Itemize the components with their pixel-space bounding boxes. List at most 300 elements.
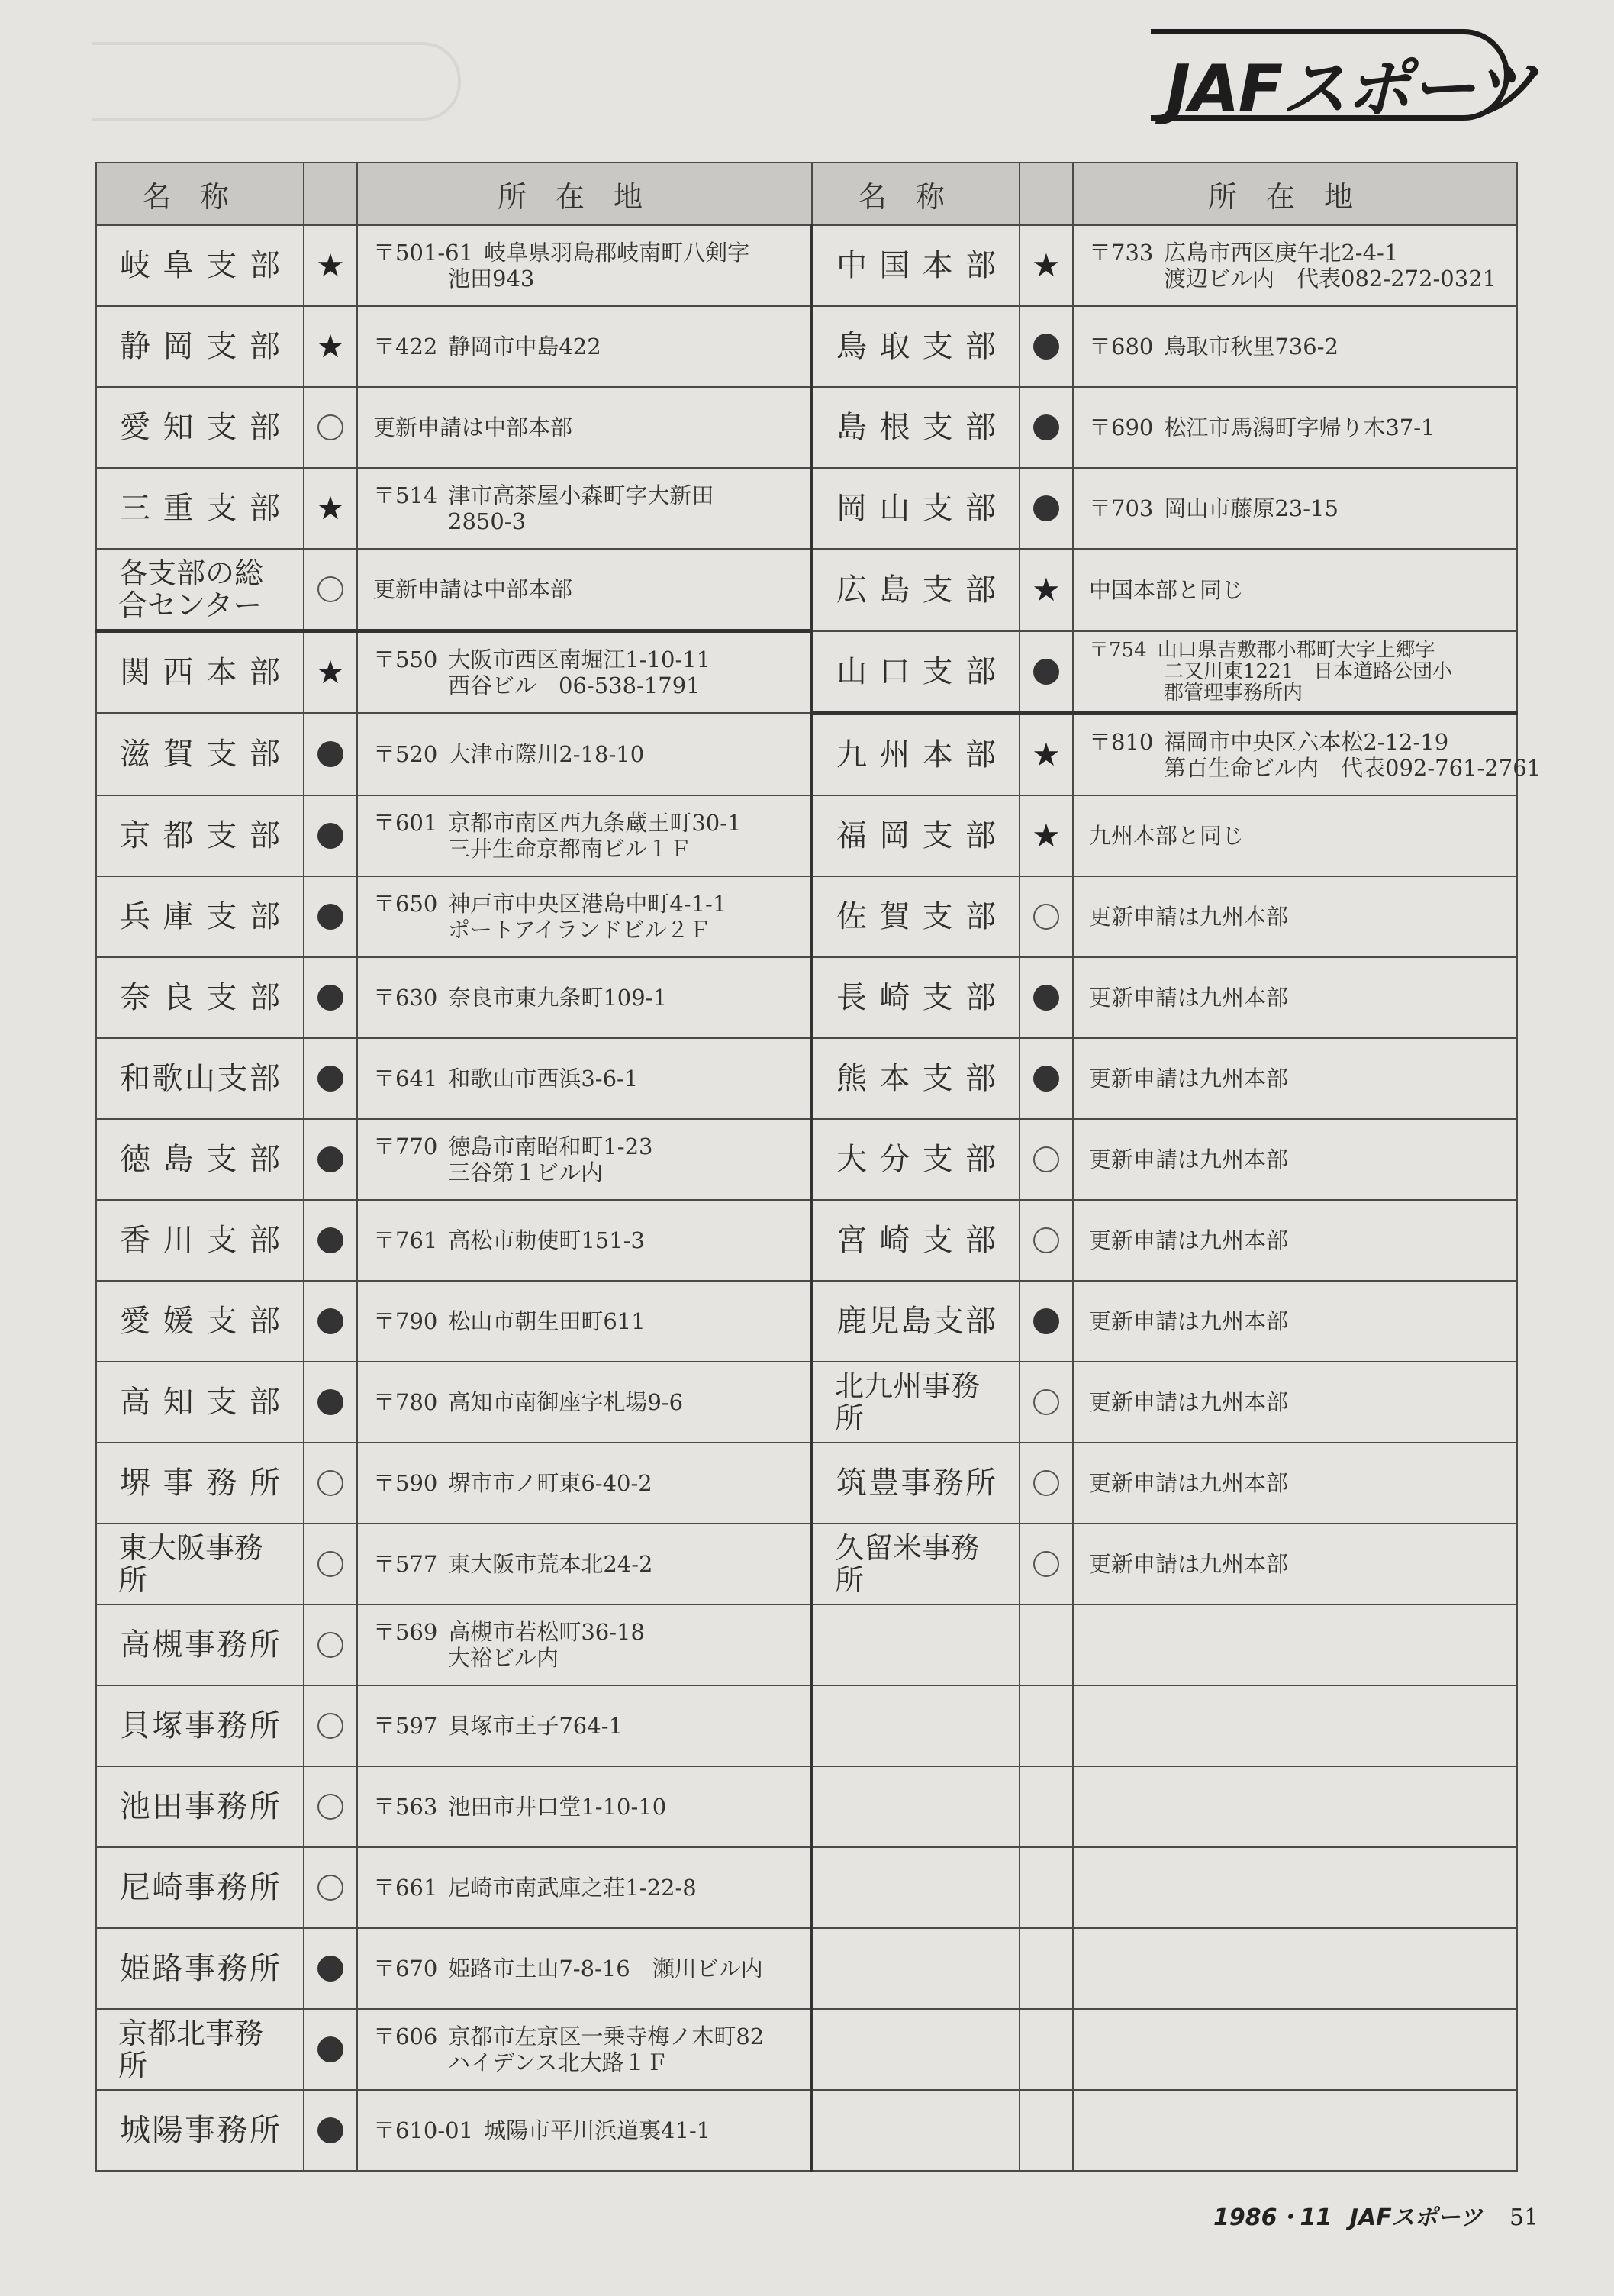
status-mark-cell (304, 876, 357, 957)
status-mark-cell (304, 1038, 357, 1119)
filled-circle-icon (317, 2117, 343, 2143)
address-line-2: 西谷ビル 06-538-1791 (448, 672, 701, 698)
address-line-1: 姫路市土山7-8-16 瀬川ビル内 (448, 1955, 763, 1982)
office-address (1073, 795, 1517, 876)
office-address (1073, 225, 1517, 306)
office-address (1073, 1362, 1517, 1443)
office-address (357, 1928, 812, 2009)
header-name-left: 名称 (96, 163, 304, 225)
filled-circle-icon (1033, 334, 1059, 360)
star-icon: ★ (1032, 570, 1061, 608)
office-address (1073, 1443, 1517, 1524)
office-name: 九州本部 (812, 713, 1020, 795)
empty-cell (1073, 1604, 1517, 1685)
office-name: 奈良支部 (96, 957, 304, 1038)
office-name: 滋賀支部 (96, 713, 304, 795)
open-circle-icon (1033, 1551, 1059, 1577)
address-line-1: 更新申請は中部本部 (373, 576, 573, 602)
office-address (1073, 1038, 1517, 1119)
postal-code: 〒680 (1089, 334, 1154, 360)
address-line-2: ハイデンス北大路１Ｆ (448, 2049, 668, 2075)
header-location-right: 所在地 (1073, 163, 1517, 225)
postal-code: 〒630 (373, 984, 438, 1011)
office-name: 大分支部 (812, 1119, 1020, 1200)
address-line-1: 岐阜県羽島郡岐南町八剣字 (484, 240, 750, 266)
office-name: 久留米事務所 (812, 1524, 1020, 1604)
office-address (1073, 549, 1517, 631)
office-name: 筑豊事務所 (812, 1443, 1020, 1524)
address-line-1: 山口県吉敷郡小郡町大字上郷字 (1157, 638, 1435, 662)
address-line-1: 貝塚市王子764-1 (448, 1712, 623, 1739)
postal-code: 〒501-61 (373, 240, 474, 266)
office-address (357, 2009, 812, 2090)
table-row (96, 713, 1517, 795)
logo-text: JAFスポーツ (1166, 51, 1535, 127)
postal-code: 〒761 (373, 1227, 438, 1253)
header-mark-right (1020, 163, 1073, 225)
office-address (357, 225, 812, 306)
office-name: 徳島支部 (96, 1119, 304, 1200)
status-mark-cell (1020, 1119, 1073, 1200)
status-mark-cell (1020, 713, 1073, 795)
office-name: 鹿児島支部 (812, 1281, 1020, 1362)
address-line-1: 和歌山市西浜3-6-1 (448, 1065, 639, 1092)
table-header-row (96, 163, 1517, 225)
office-address (357, 1443, 812, 1524)
status-mark-cell (1020, 1362, 1073, 1443)
address-line-1: 松山市朝生田町611 (448, 1308, 646, 1334)
table-row (96, 387, 1517, 468)
postal-code: 〒550 (373, 647, 438, 672)
office-name: 関西本部 (96, 631, 304, 714)
empty-cell (1073, 1928, 1517, 2009)
address-line-2: 渡辺ビル内 代表082-272-0321 (1164, 266, 1497, 292)
table-row (96, 306, 1517, 387)
status-mark-cell (304, 2090, 357, 2171)
postal-code: 〒514 (373, 482, 438, 508)
postal-code: 〒569 (373, 1618, 438, 1645)
office-address (1073, 1524, 1517, 1604)
address-line-1: 徳島市南昭和町1-23 (448, 1133, 653, 1159)
postal-code: 〒520 (373, 740, 438, 767)
office-address (1073, 468, 1517, 549)
status-mark-cell (1020, 1038, 1073, 1119)
status-mark-cell (1020, 1200, 1073, 1281)
address-line-2: 池田943 (448, 266, 535, 292)
address-line-1: 更新申請は中部本部 (373, 414, 573, 440)
empty-cell (1020, 1847, 1073, 1928)
status-mark-cell (304, 468, 357, 549)
faded-background-logo (92, 42, 461, 121)
star-icon: ★ (316, 489, 345, 527)
office-address (357, 1200, 812, 1281)
empty-cell (1020, 2009, 1073, 2090)
address-line-1: 更新申請は九州本部 (1089, 1388, 1289, 1415)
filled-circle-icon (1033, 414, 1059, 440)
address-line-1: 中国本部と同じ (1089, 576, 1245, 603)
office-name: 島根支部 (812, 387, 1020, 468)
office-name: 三重支部 (96, 468, 304, 549)
jaf-sports-logo (1151, 29, 1535, 127)
address-line-1: 尼崎市南武庫之荘1-22-8 (448, 1874, 697, 1901)
star-icon: ★ (316, 247, 345, 284)
office-name: 愛媛支部 (96, 1281, 304, 1362)
address-line-1: 更新申請は九州本部 (1089, 1550, 1289, 1577)
status-mark-cell (304, 631, 357, 714)
filled-circle-icon (1033, 985, 1059, 1011)
empty-cell (1020, 1928, 1073, 2009)
status-mark-cell (1020, 1443, 1073, 1524)
filled-circle-icon (317, 741, 343, 767)
table-row (96, 1281, 1517, 1362)
table-row (96, 1928, 1517, 2009)
address-line-1: 高槻市若松町36-18 (448, 1618, 645, 1645)
office-name: 福岡支部 (812, 795, 1020, 876)
address-line-1: 津市高茶屋小森町字大新田 (448, 482, 714, 508)
status-mark-cell (1020, 387, 1073, 468)
table-row (96, 1524, 1517, 1604)
office-name: 愛知支部 (96, 387, 304, 468)
address-line-2: 二又川東1221 日本道路公団小 (1164, 659, 1453, 683)
office-address (1073, 1119, 1517, 1200)
status-mark-cell (304, 713, 357, 795)
address-line-3: 郡管理事務所内 (1164, 681, 1303, 705)
office-name: 高槻事務所 (96, 1604, 304, 1685)
open-circle-icon (317, 414, 343, 440)
status-mark-cell (304, 1200, 357, 1281)
postal-code: 〒610-01 (373, 2117, 474, 2143)
star-icon: ★ (1032, 735, 1061, 773)
open-circle-icon (1033, 1146, 1059, 1172)
status-mark-cell (1020, 549, 1073, 631)
office-address (357, 306, 812, 387)
footer-brand: JAFスポーツ (1349, 2204, 1483, 2231)
postal-code: 〒650 (373, 890, 438, 917)
open-circle-icon (1033, 1389, 1059, 1415)
table-body (96, 225, 1542, 2171)
postal-code: 〒641 (373, 1065, 438, 1092)
filled-circle-icon (317, 1066, 343, 1092)
postal-code: 〒690 (1089, 414, 1154, 440)
office-name: 中国本部 (812, 225, 1020, 306)
address-line-1: 神戸市中央区港島中町4-1-1 (448, 890, 727, 917)
office-address (357, 1847, 812, 1928)
office-name: 尼崎事務所 (96, 1847, 304, 1928)
address-line-1: 京都市左京区一乗寺梅ノ木町82 (448, 2023, 765, 2049)
office-address (357, 2090, 812, 2171)
empty-cell (1020, 1766, 1073, 1847)
filled-circle-icon (317, 823, 343, 849)
office-directory-table-container (95, 162, 1542, 2172)
issue-date: 1986・11 (1213, 2204, 1332, 2231)
table-row (96, 1604, 1517, 1685)
open-circle-icon (317, 1713, 343, 1739)
table-row (96, 2009, 1517, 2090)
address-line-1: 岡山市藤原23-15 (1164, 495, 1339, 521)
filled-circle-icon (317, 985, 343, 1011)
status-mark-cell (304, 1362, 357, 1443)
postal-code: 〒606 (373, 2023, 438, 2049)
filled-circle-icon (317, 1956, 343, 1982)
table-row (96, 1200, 1517, 1281)
office-name: 貝塚事務所 (96, 1685, 304, 1766)
address-line-2: ポートアイランドビル２Ｆ (448, 916, 711, 943)
office-name: 高知支部 (96, 1362, 304, 1443)
open-circle-icon (317, 1632, 343, 1658)
table-row (96, 468, 1517, 549)
address-line-1: 九州本部と同じ (1089, 822, 1245, 849)
address-line-1: 松江市馬潟町字帰り木37-1 (1164, 414, 1435, 440)
table-row (96, 876, 1517, 957)
office-directory-table (95, 162, 1542, 2172)
filled-circle-icon (317, 1389, 343, 1415)
status-mark-cell (1020, 306, 1073, 387)
open-circle-icon (317, 1875, 343, 1901)
filled-circle-icon (1033, 659, 1059, 685)
office-name: 広島支部 (812, 549, 1020, 631)
header-location-left: 所在地 (357, 163, 812, 225)
address-line-2: 大裕ビル内 (448, 1644, 559, 1671)
page-footer (1213, 2198, 1539, 2232)
office-address (357, 1038, 812, 1119)
status-mark-cell (304, 1119, 357, 1200)
office-name: 鳥取支部 (812, 306, 1020, 387)
empty-cell (1020, 2090, 1073, 2171)
office-name: 城陽事務所 (96, 2090, 304, 2171)
open-circle-icon (317, 576, 343, 602)
status-mark-cell (304, 306, 357, 387)
empty-cell (812, 1847, 1020, 1928)
empty-cell (812, 2009, 1020, 2090)
postal-code: 〒590 (373, 1469, 438, 1496)
status-mark-cell (304, 2009, 357, 2090)
office-address (357, 1604, 812, 1685)
status-mark-cell (304, 1847, 357, 1928)
empty-cell (1073, 2009, 1517, 2090)
status-mark-cell (304, 1443, 357, 1524)
status-mark-cell (304, 1281, 357, 1362)
office-name: 東大阪事務所 (96, 1524, 304, 1604)
filled-circle-icon (1033, 495, 1059, 521)
table-row (96, 1443, 1517, 1524)
postal-code: 〒597 (373, 1712, 438, 1739)
office-name: 兵庫支部 (96, 876, 304, 957)
postal-code: 〒770 (373, 1133, 438, 1159)
table-row (96, 1038, 1517, 1119)
office-address (1073, 306, 1517, 387)
office-address (357, 1524, 812, 1604)
address-line-2: 第百生命ビル内 代表092-761-2761 (1164, 754, 1542, 781)
star-icon: ★ (1032, 247, 1061, 284)
office-address (1073, 713, 1542, 795)
status-mark-cell (304, 549, 357, 631)
empty-cell (812, 1604, 1020, 1685)
filled-circle-icon (1033, 1066, 1059, 1092)
office-address (357, 1119, 812, 1200)
postal-code: 〒780 (373, 1388, 438, 1415)
open-circle-icon (1033, 1470, 1059, 1496)
status-mark-cell (304, 1524, 357, 1604)
empty-cell (812, 2090, 1020, 2171)
status-mark-cell (1020, 795, 1073, 876)
table-row (96, 1685, 1517, 1766)
office-name: 岡山支部 (812, 468, 1020, 549)
office-name: 堺事務所 (96, 1443, 304, 1524)
open-circle-icon (317, 1551, 343, 1577)
status-mark-cell (304, 1604, 357, 1685)
postal-code: 〒661 (373, 1874, 438, 1901)
star-icon: ★ (316, 653, 345, 691)
status-mark-cell (1020, 957, 1073, 1038)
status-mark-cell (304, 1766, 357, 1847)
table-row (96, 957, 1517, 1038)
page-number: 51 (1509, 2204, 1539, 2231)
empty-cell (1073, 1685, 1517, 1766)
address-line-1: 福岡市中央区六本松2-12-19 (1164, 728, 1449, 755)
address-line-1: 静岡市中島422 (448, 334, 601, 360)
address-line-1: 更新申請は九州本部 (1089, 1065, 1289, 1092)
table-row (96, 1847, 1517, 1928)
status-mark-cell (1020, 468, 1073, 549)
address-line-1: 鳥取市秋里736-2 (1164, 334, 1339, 360)
filled-circle-icon (317, 1308, 343, 1334)
status-mark-cell (304, 225, 357, 306)
address-line-1: 更新申請は九州本部 (1089, 984, 1289, 1011)
office-address (357, 468, 812, 549)
office-address (1073, 1200, 1517, 1281)
address-line-1: 京都市南区西九条蔵王町30-1 (448, 809, 742, 836)
status-mark-cell (1020, 1524, 1073, 1604)
status-mark-cell (304, 957, 357, 1038)
empty-cell (812, 1928, 1020, 2009)
star-icon: ★ (316, 327, 345, 365)
filled-circle-icon (317, 904, 343, 930)
postal-code: 〒670 (373, 1955, 438, 1982)
postal-code: 〒601 (373, 809, 438, 836)
status-mark-cell (1020, 876, 1073, 957)
status-mark-cell (304, 387, 357, 468)
table-row (96, 1362, 1517, 1443)
address-line-1: 更新申請は九州本部 (1089, 1469, 1289, 1496)
status-mark-cell (304, 1928, 357, 2009)
office-name: 宮崎支部 (812, 1200, 1020, 1281)
star-icon: ★ (1032, 816, 1061, 854)
office-address (357, 876, 812, 957)
header-mark-left (304, 163, 357, 225)
office-address (357, 957, 812, 1038)
office-name: 岐阜支部 (96, 225, 304, 306)
office-address (1073, 631, 1517, 714)
address-line-1: 更新申請は九州本部 (1089, 1146, 1289, 1172)
postal-code: 〒810 (1089, 728, 1154, 755)
open-circle-icon (1033, 904, 1059, 930)
open-circle-icon (317, 1794, 343, 1820)
office-address (357, 795, 812, 876)
address-line-2: 三井生命京都南ビル１Ｆ (448, 835, 692, 862)
office-name: 京都北事務所 (96, 2009, 304, 2090)
office-name: 池田事務所 (96, 1766, 304, 1847)
address-line-1: 大津市際川2-18-10 (448, 740, 645, 767)
office-name: 各支部の総合センター (96, 549, 304, 631)
empty-cell (1073, 1847, 1517, 1928)
address-line-1: 更新申請は九州本部 (1089, 903, 1289, 930)
open-circle-icon (317, 1470, 343, 1496)
office-address (357, 631, 812, 714)
office-address (357, 1362, 812, 1443)
empty-cell (1073, 2090, 1517, 2171)
office-name: 長崎支部 (812, 957, 1020, 1038)
office-name: 京都支部 (96, 795, 304, 876)
postal-code: 〒703 (1089, 495, 1154, 521)
empty-cell (1020, 1685, 1073, 1766)
address-line-1: 城陽市平川浜道裏41-1 (484, 2117, 711, 2143)
office-name: 北九州事務所 (812, 1362, 1020, 1443)
office-address (357, 387, 812, 468)
office-name: 姫路事務所 (96, 1928, 304, 2009)
status-mark-cell (304, 795, 357, 876)
status-mark-cell (1020, 225, 1073, 306)
office-address (1073, 957, 1517, 1038)
address-line-1: 広島市西区庚午北2-4-1 (1164, 240, 1399, 266)
header-name-right: 名称 (812, 163, 1020, 225)
postal-code: 〒577 (373, 1550, 438, 1577)
filled-circle-icon (317, 1146, 343, 1172)
table-row (96, 795, 1517, 876)
address-line-1: 池田市井口堂1-10-10 (448, 1793, 667, 1820)
empty-cell (812, 1685, 1020, 1766)
address-line-1: 高松市勅使町151-3 (448, 1227, 645, 1253)
postal-code: 〒754 (1089, 638, 1147, 662)
office-address (1073, 1281, 1517, 1362)
office-address (357, 1281, 812, 1362)
address-line-1: 堺市市ノ町東6-40-2 (448, 1469, 652, 1496)
empty-cell (1073, 1766, 1517, 1847)
table-row (96, 225, 1517, 306)
office-address (357, 549, 812, 631)
office-name: 熊本支部 (812, 1038, 1020, 1119)
office-address (357, 1685, 812, 1766)
table-row (96, 1119, 1517, 1200)
table-row (96, 631, 1517, 714)
address-line-2: 2850-3 (448, 508, 527, 534)
address-line-1: 更新申請は九州本部 (1089, 1227, 1289, 1253)
table-row (96, 1766, 1517, 1847)
filled-circle-icon (317, 2036, 343, 2062)
address-line-1: 更新申請は九州本部 (1089, 1308, 1289, 1334)
empty-cell (1020, 1604, 1073, 1685)
table-row (96, 549, 1517, 631)
office-name: 佐賀支部 (812, 876, 1020, 957)
office-name: 和歌山支部 (96, 1038, 304, 1119)
address-line-1: 東大阪市荒本北24-2 (448, 1550, 653, 1577)
address-line-1: 大阪市西区南堀江1-10-11 (448, 647, 711, 672)
table-row (96, 2090, 1517, 2171)
filled-circle-icon (1033, 1308, 1059, 1334)
office-name: 山口支部 (812, 631, 1020, 714)
address-line-1: 高知市南御座字札場9-6 (448, 1388, 684, 1415)
office-address (1073, 876, 1517, 957)
status-mark-cell (304, 1685, 357, 1766)
postal-code: 〒733 (1089, 240, 1154, 266)
address-line-2: 三谷第１ビル内 (448, 1159, 604, 1185)
office-name: 香川支部 (96, 1200, 304, 1281)
empty-cell (812, 1766, 1020, 1847)
postal-code: 〒790 (373, 1308, 438, 1334)
office-address (357, 713, 812, 795)
filled-circle-icon (317, 1227, 343, 1253)
office-name: 静岡支部 (96, 306, 304, 387)
address-line-1: 奈良市東九条町109-1 (448, 984, 667, 1011)
